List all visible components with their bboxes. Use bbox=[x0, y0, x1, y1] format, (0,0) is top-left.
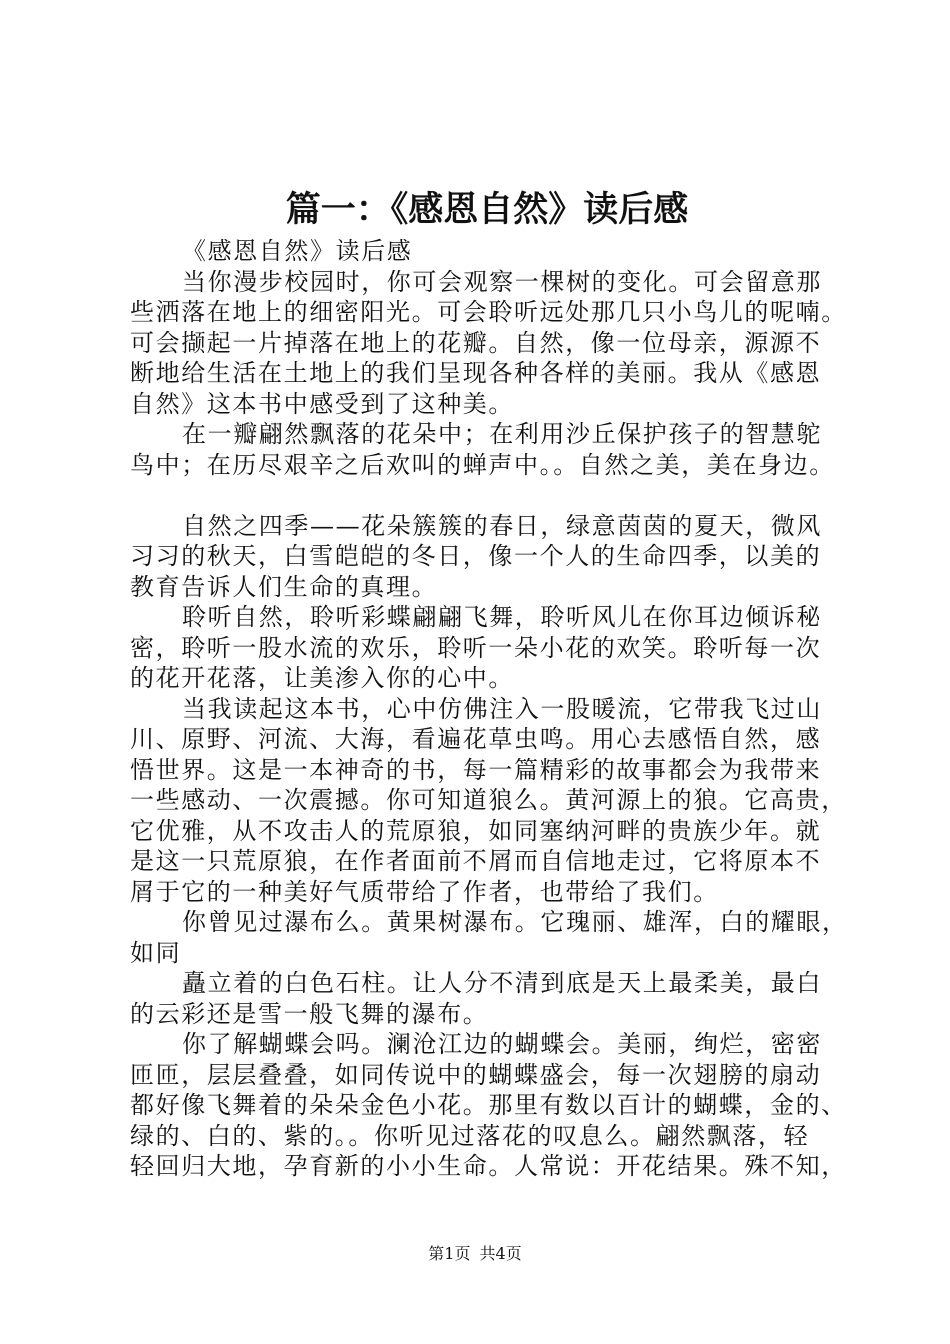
blank-line bbox=[130, 480, 844, 511]
text-line: 当我读起这本书，心中仿佛注入一股暖流，它带我飞过山 bbox=[182, 694, 822, 723]
text-line: 在一瓣翩然飘落的花朵中；在利用沙丘保护孩子的智慧鸵 bbox=[182, 420, 822, 448]
text-line: 自然之四季——花朵簇簇的春日，绿意茵茵的夏天，微风 bbox=[182, 511, 822, 540]
text-line: 的云彩还是雪一般飞舞的瀑布。 bbox=[130, 999, 489, 1028]
document-title: 篇一：《感恩自然》读后感 bbox=[285, 189, 689, 230]
text-line: 如同 bbox=[130, 938, 182, 967]
text-line: 聆听自然，聆听彩蝶翩翩飞舞，聆听风儿在你耳边倾诉秘 bbox=[182, 603, 822, 631]
text-line: 矗立着的白色石柱。让人分不清到底是天上最柔美，最白 bbox=[182, 969, 822, 997]
text-line: 轻回归大地，孕育新的小小生命。人常说：开花结果。殊不知， bbox=[130, 1152, 847, 1180]
text-line: 密，聆听一股水流的欢乐，聆听一朵小花的欢笑。聆听每一次 bbox=[130, 633, 822, 662]
text-line: 教育告诉人们生命的真理。 bbox=[130, 572, 438, 601]
page-number: 第1页 bbox=[428, 1244, 471, 1263]
text-line: 屑于它的一种美好气质带给了作者，也带给了我们。 bbox=[130, 877, 719, 906]
text-line: 可会撷起一片掉落在地上的花瓣。自然，像一位母亲，源源不 bbox=[130, 328, 822, 357]
page-footer bbox=[0, 1244, 950, 1264]
text-line: 你曾见过瀑布么。黄果树瀑布。它瑰丽、雄浑，白的耀眼， bbox=[182, 908, 848, 936]
page-total: 共4页 bbox=[479, 1244, 522, 1263]
text-line: 断地给生活在土地上的我们呈现各种各样的美丽。我从《感恩 bbox=[130, 359, 822, 387]
text-line: 一些感动、一次震撼。你可知道狼么。黄河源上的狼。它高贵， bbox=[130, 786, 847, 814]
text-line: 自然》这本书中感受到了这种美。 bbox=[130, 389, 514, 418]
text-line: 你了解蝴蝶会吗。澜沧江边的蝴蝶会。美丽，绚烂，密密 bbox=[182, 1030, 822, 1058]
text-line: 习习的秋天，白雪皑皑的冬日，像一个人的生命四季，以美的 bbox=[130, 542, 822, 570]
text-line: 鸟中；在历尽艰辛之后欢叫的蝉声中。。自然之美，美在身边。 bbox=[130, 450, 835, 479]
text-line: 川、原野、河流、大海，看遍花草虫鸣。用心去感悟自然，感 bbox=[130, 725, 822, 753]
text-line: 《感恩自然》读后感 bbox=[182, 237, 413, 265]
text-line: 都好像飞舞着的朵朵金色小花。那里有数以百计的蝴蝶，金的、 bbox=[130, 1091, 847, 1119]
text-line: 悟世界。这是一本神奇的书，每一篇精彩的故事都会为我带来 bbox=[130, 755, 822, 784]
text-line: 它优雅，从不攻击人的荒原狼，如同塞纳河畔的贵族少年。就 bbox=[130, 816, 822, 845]
text-line: 当你漫步校园时，你可会观察一棵树的变化。可会留意那 bbox=[182, 267, 822, 296]
text-line: 绿的、白的、紫的。。你听见过落花的叹息么。翩然飘落，轻 bbox=[130, 1121, 810, 1150]
text-line: 是这一只荒原狼，在作者面前不屑而自信地走过，它将原本不 bbox=[130, 847, 822, 875]
body-paragraphs bbox=[130, 236, 848, 1182]
text-line: 些洒落在地上的细密阳光。可会聆听远处那几只小鸟儿的呢喃。 bbox=[130, 298, 847, 326]
text-line: 的花开花落，让美渗入你的心中。 bbox=[130, 664, 514, 692]
document-body bbox=[130, 236, 848, 1182]
text-line: 匝匝，层层叠叠，如同传说中的蝴蝶盛会，每一次翅膀的扇动 bbox=[130, 1060, 822, 1089]
